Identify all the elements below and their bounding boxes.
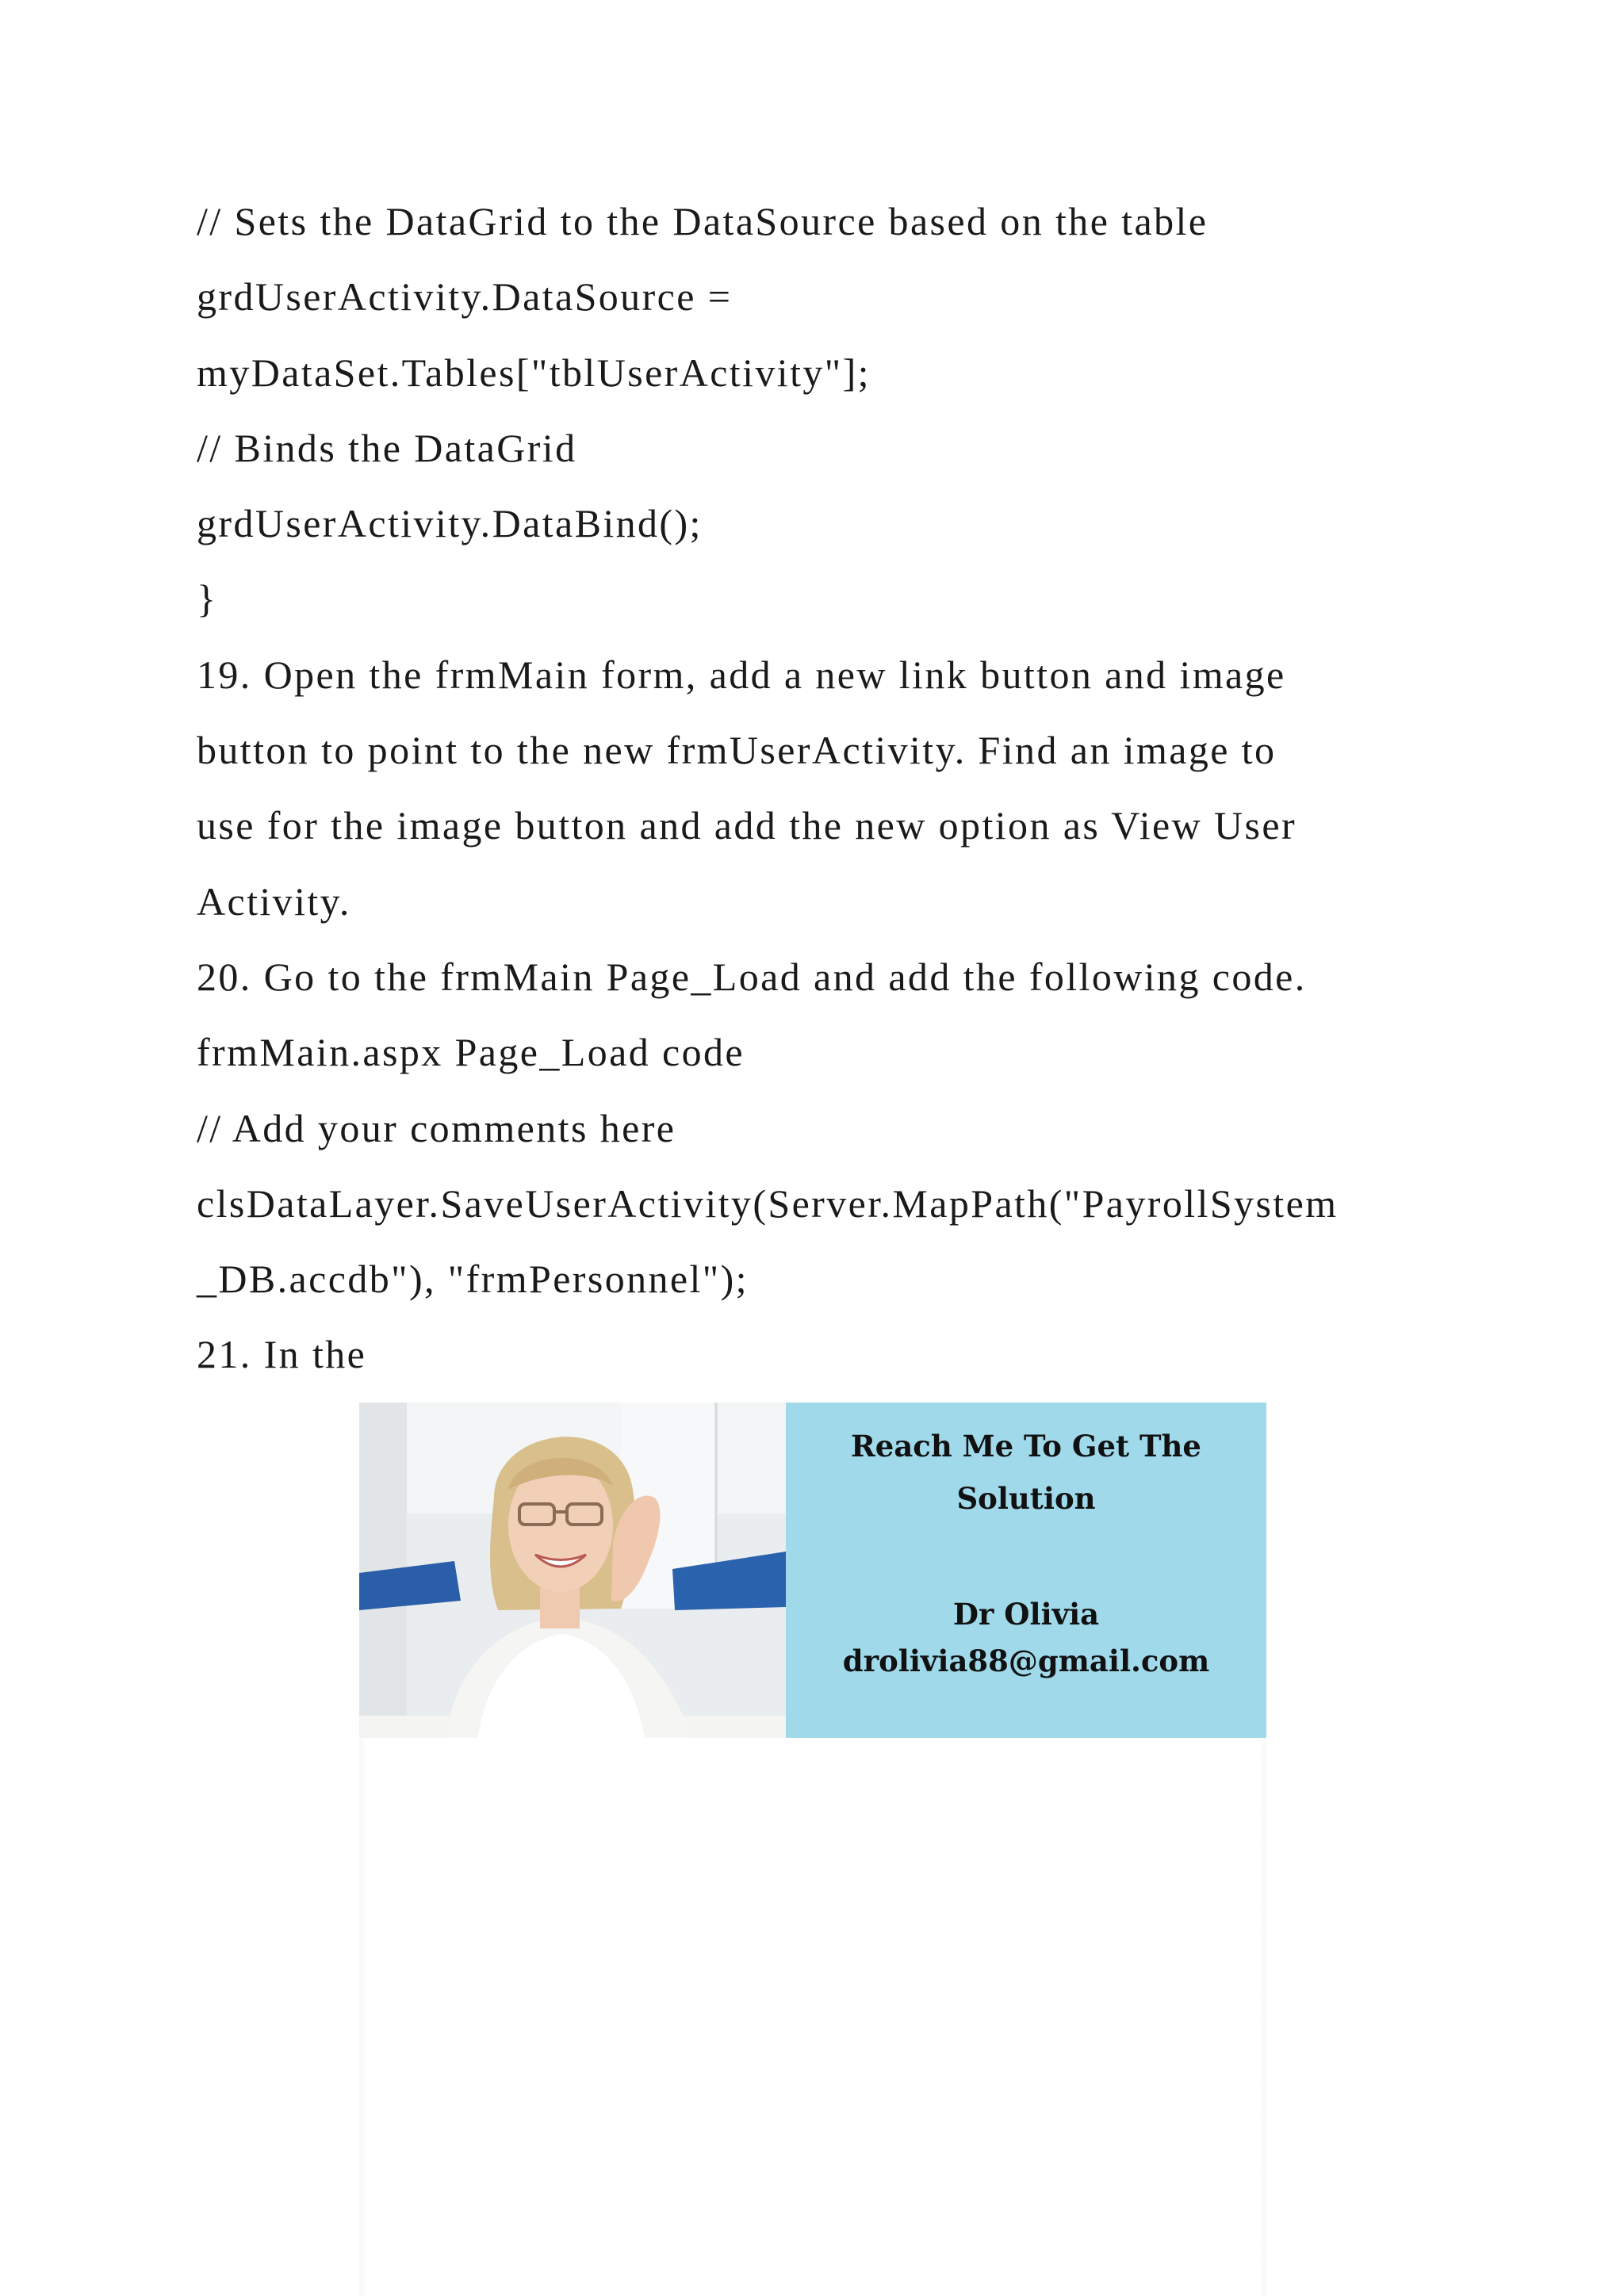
text-line: grdUserActivity.DataSource = [197, 274, 733, 320]
text-line: Activity. [197, 878, 351, 924]
image-area-background [359, 1738, 1266, 2296]
document-body [197, 184, 1434, 1393]
text-line: clsDataLayer.SaveUserActivity(Server.MapPath("PayrollSystem [197, 1181, 1339, 1226]
woman-photo [359, 1402, 786, 1738]
contact-name: Dr Olivia [952, 1597, 1100, 1632]
text-line: 21. In the [197, 1332, 367, 1377]
banner-heading-line1: Reach Me To Get The [851, 1429, 1201, 1464]
text-line: 20. Go to the frmMain Page_Load and add the following code. [197, 954, 1307, 999]
woman-photo-illustration [359, 1402, 786, 1738]
text-line: frmMain.aspx Page_Load code [197, 1030, 745, 1075]
contact-banner [359, 1402, 1266, 1738]
contact-panel [786, 1402, 1266, 1738]
text-line: // Binds the DataGrid [197, 425, 577, 470]
banner-heading-line2: Solution [956, 1481, 1096, 1516]
text-line: button to point to the new frmUserActivity. Find an image to [197, 728, 1277, 773]
text-line: 19. Open the frmMain form, add a new link button and image [197, 652, 1286, 697]
text-line: // Add your comments here [197, 1105, 676, 1150]
text-line: myDataSet.Tables["tblUserActivity"]; [197, 350, 871, 395]
text-line: // Sets the DataGrid to the DataSource based on the table [197, 199, 1208, 243]
text-line: use for the image button and add the new option as View User [197, 803, 1297, 848]
text-line: grdUserActivity.DataBind(); [197, 501, 703, 546]
text-line: _DB.accdb"), "frmPersonnel"); [197, 1257, 749, 1302]
text-line: } [197, 576, 218, 622]
contact-email: drolivia88@gmail.com [842, 1644, 1210, 1678]
